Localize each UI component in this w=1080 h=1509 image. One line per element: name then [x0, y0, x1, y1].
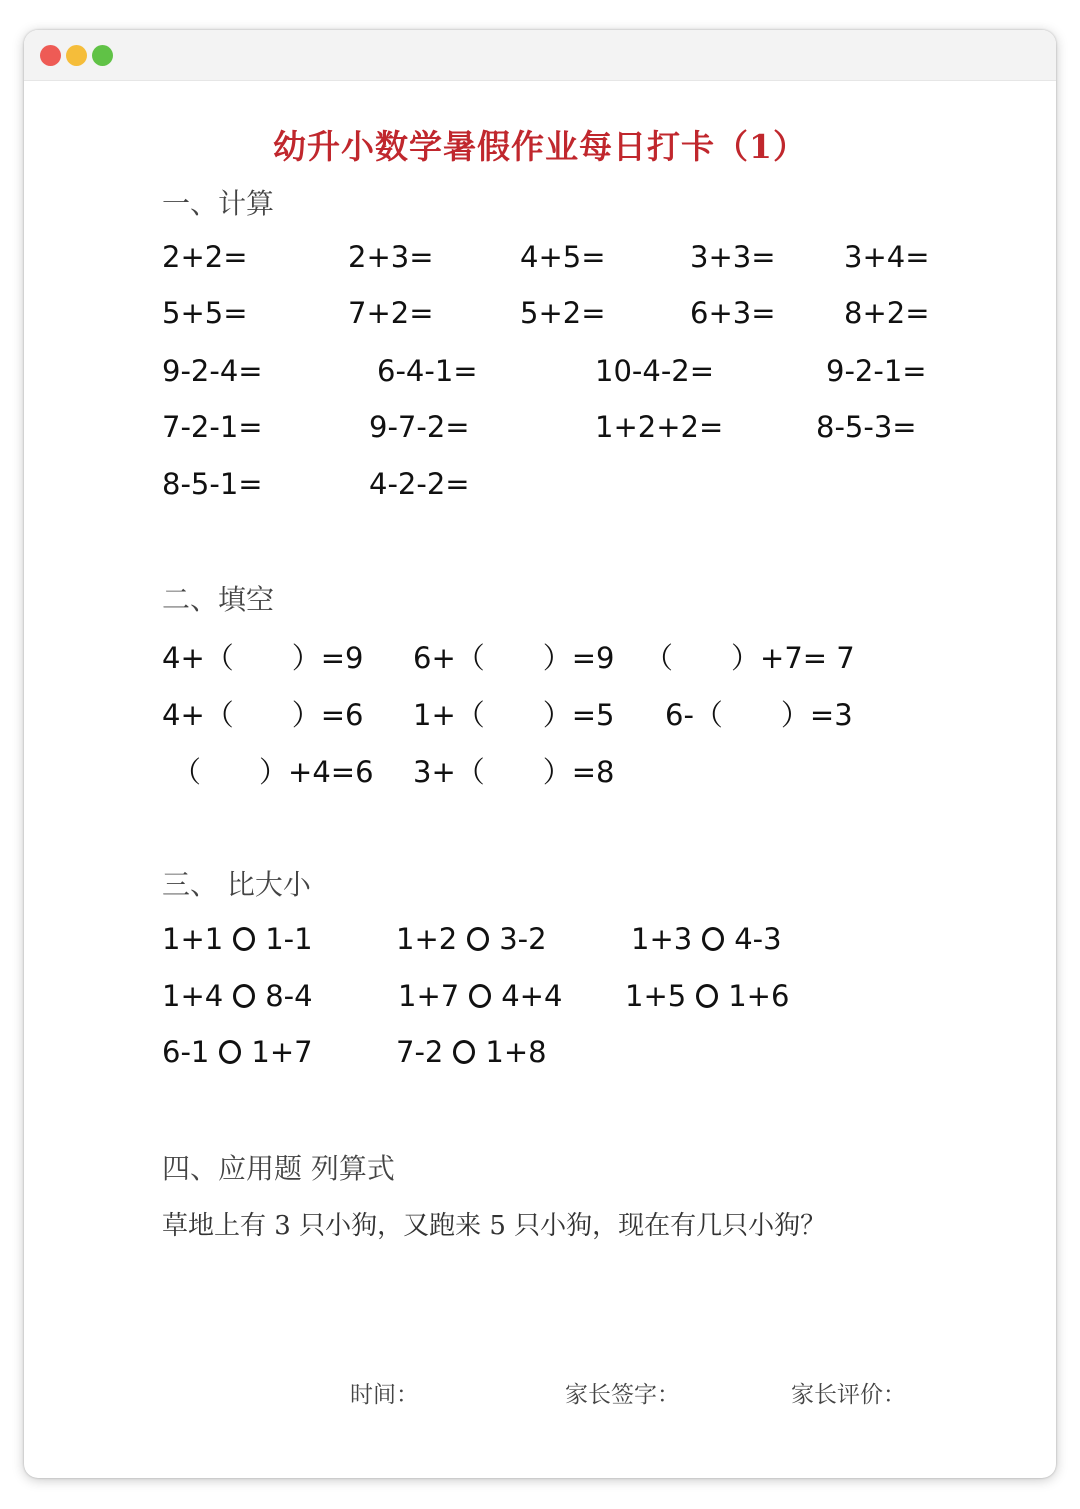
calc-expression: 6+3= [690, 296, 776, 330]
calc-expression: 8+2= [844, 296, 930, 330]
calc-expression: 5+5= [162, 296, 248, 330]
calc-expression: 7+2= [348, 296, 434, 330]
calc-expression: 2+3= [348, 240, 434, 274]
section-fill-blank-heading: 二、填空 [162, 583, 275, 616]
fill-blank-expression: 4+（ ）=9 [162, 641, 364, 675]
fill-blank-expression: 4+（ ）=6 [162, 698, 364, 732]
compare-expression: 1+2 3-2 [396, 922, 547, 956]
compare-expression: 7-2 1+8 [396, 1035, 547, 1069]
calc-expression: 3+4= [844, 240, 930, 274]
calc-expression: 9-7-2= [369, 410, 470, 444]
fill-blank-expression: 6-（ ）=3 [665, 698, 853, 732]
compare-circle [233, 984, 255, 1008]
calc-expression: 7-2-1= [162, 410, 263, 444]
close-window-button[interactable] [40, 45, 61, 66]
calc-expression: 2+2= [162, 240, 248, 274]
calc-expression: 3+3= [690, 240, 776, 274]
calc-expression: 10-4-2= [595, 354, 715, 388]
word-problem-text: 草地上有 3 只小狗，又跑来 5 只小狗，现在有几只小狗？ [162, 1211, 827, 1241]
calc-expression: 4+5= [520, 240, 606, 274]
fill-blank-expression: （ ）+7= 7 [644, 641, 855, 675]
fill-blank-expression: 1+（ ）=5 [413, 698, 615, 732]
compare-circle [702, 927, 724, 951]
compare-circle [453, 1040, 475, 1064]
section-calculation-heading: 一、计算 [162, 187, 275, 220]
compare-circle [233, 927, 255, 951]
calc-expression: 4-2-2= [369, 467, 470, 501]
calc-expression: 5+2= [520, 296, 606, 330]
compare-circle [469, 984, 491, 1008]
compare-expression: 1+4 8-4 [162, 979, 313, 1013]
calc-expression: 8-5-1= [162, 467, 263, 501]
compare-expression: 6-1 1+7 [162, 1035, 313, 1069]
fill-blank-expression: 3+（ ）=8 [413, 755, 615, 789]
compare-circle [467, 927, 489, 951]
maximize-window-button[interactable] [92, 45, 113, 66]
parent-evaluation-label: 家长评价： [791, 1382, 906, 1408]
calc-expression: 9-2-1= [826, 354, 927, 388]
calc-expression: 1+2+2= [595, 410, 724, 444]
section-word-problem-heading: 四、应用题 列算式 [162, 1152, 395, 1185]
time-label: 时间： [350, 1382, 419, 1408]
window-titlebar [24, 30, 1056, 81]
calc-expression: 8-5-3= [816, 410, 917, 444]
compare-expression: 1+5 1+6 [625, 979, 790, 1013]
fill-blank-expression: 6+（ ）=9 [413, 641, 615, 675]
compare-circle [219, 1040, 241, 1064]
section-compare-heading: 三、 比大小 [162, 868, 311, 901]
document-window [24, 30, 1056, 1478]
parent-signature-label: 家长签字： [565, 1382, 680, 1408]
minimize-window-button[interactable] [66, 45, 87, 66]
compare-circle [696, 984, 718, 1008]
compare-expression: 1+1 1-1 [162, 922, 313, 956]
compare-expression: 1+7 4+4 [398, 979, 563, 1013]
calc-expression: 6-4-1= [377, 354, 478, 388]
compare-expression: 1+3 4-3 [631, 922, 782, 956]
worksheet-title: 幼升小数学暑假作业每日打卡（1） [273, 127, 807, 166]
calc-expression: 9-2-4= [162, 354, 263, 388]
fill-blank-expression: （ ）+4=6 [172, 755, 374, 789]
